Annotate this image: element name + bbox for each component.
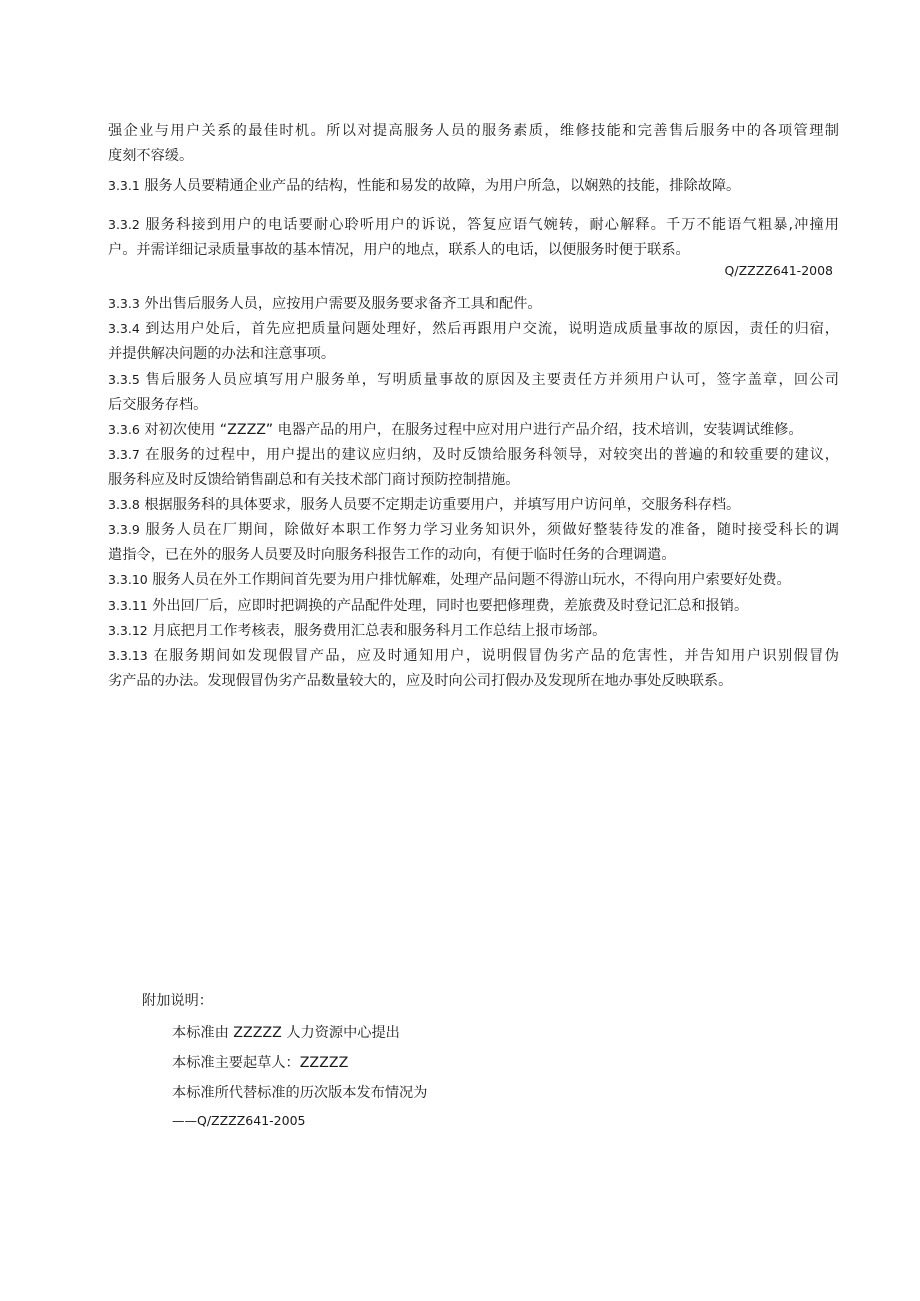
clause-3-3-6 — [108, 420, 803, 440]
clause-text: 月底把月工作考核表，服务费用汇总表和服务科月工作总结上报市场部。 — [152, 623, 607, 639]
clause-3-3-1 — [108, 176, 740, 196]
clause-text: 售后服务人员应填写用户服务单，写明质量事故的原因及主要责任方并须用户认可，签字盖章，回公司 — [145, 372, 839, 388]
clause-number: 3.3.3 — [108, 296, 140, 311]
clause-3-3-13 — [108, 646, 839, 666]
clause-number: 3.3.2 — [108, 217, 140, 232]
clause-text: 服务人员要精通企业产品的结构，性能和易发的故障，为用户所急，以娴熟的技能，排除故障。 — [144, 178, 741, 194]
clause-3-3-2 — [108, 215, 839, 235]
notes-proposer: 本标准由 ZZZZZ 人力资源中心提出 — [172, 1025, 400, 1041]
intro-line-1: 强企业与用户关系的最佳时机。所以对提高服务人员的服务素质，维修技能和完善售后服务中的各项管理制 — [108, 123, 839, 139]
clause-number: 3.3.6 — [108, 422, 140, 437]
clause-text: 外出售后服务人员，应按用户需要及服务要求备齐工具和配件。 — [144, 296, 542, 312]
document-code: Q/ZZZZ641-2008 — [724, 263, 833, 278]
clause-text: 服务人员在外工作期间首先要为用户排忧解难，处理产品问题不得游山玩水，不得向用户索要好处费。 — [152, 572, 791, 588]
intro-line-2: 度刻不容缓。 — [108, 148, 194, 164]
clause-3-3-2-cont: 户。并需详细记录质量事故的基本情况，用户的地点，联系人的电话，以便服务时便于联系。 — [108, 242, 690, 258]
clause-number: 3.3.12 — [108, 623, 148, 638]
clause-text: 服务人员在厂期间，除做好本职工作努力学习业务知识外，须做好整装待发的准备，随时接受科长的调 — [145, 522, 839, 538]
clause-number: 3.3.1 — [108, 178, 140, 193]
notes-drafter: 本标准主要起草人：ZZZZZ — [172, 1055, 349, 1071]
clause-3-3-13-cont: 劣产品的办法。发现假冒伪劣产品数量较大的，应及时向公司打假办及发现所在地办事处反映联系。 — [108, 673, 733, 689]
clause-3-3-7-cont: 服务科应及时反馈给销售副总和有关技术部门商讨预防控制措施。 — [108, 472, 520, 488]
clause-number: 3.3.8 — [108, 497, 140, 512]
clause-3-3-9 — [108, 520, 839, 540]
clause-number: 3.3.11 — [108, 598, 148, 613]
clause-text: 对初次使用 “ZZZZ” 电器产品的用户，在服务过程中应对用户进行产品介绍，技术培训，安装调试维修。 — [144, 422, 803, 438]
clause-text: 在服务的过程中，用户提出的建议应归纳，及时反馈给服务科领导，对较突出的普遍的和较重要的建议， — [145, 447, 839, 463]
clause-3-3-4 — [108, 319, 839, 339]
clause-3-3-4-cont: 并提供解决问题的办法和注意事项。 — [108, 346, 336, 362]
notes-history: 本标准所代替标准的历次版本发布情况为 — [172, 1085, 428, 1101]
clause-3-3-8 — [108, 495, 740, 515]
clause-3-3-3 — [108, 294, 542, 314]
clause-number: 3.3.9 — [108, 522, 140, 537]
clause-text: 服务科接到用户的电话要耐心聆听用户的诉说，答复应语气婉转，耐心解释。千万不能语气粗暴,冲撞用 — [145, 217, 839, 233]
clause-text: 根据服务科的具体要求，服务人员要不定期走访重要用户，并填写用户访问单，交服务科存档。 — [144, 497, 741, 513]
clause-text: 到达用户处后，首先应把质量问题处理好，然后再跟用户交流，说明造成质量事故的原因，责任的归宿， — [145, 321, 839, 337]
clause-number: 3.3.7 — [108, 447, 140, 462]
clause-text: 在服务期间如发现假冒产品，应及时通知用户，说明假冒伪劣产品的危害性，并告知用户识别假冒伪 — [153, 648, 839, 664]
clause-number: 3.3.13 — [108, 648, 148, 663]
clause-3-3-10 — [108, 570, 791, 590]
notes-previous-version: ——Q/ZZZZ641-2005 — [172, 1113, 306, 1128]
clause-3-3-5-cont: 后交服务存档。 — [108, 397, 208, 413]
clause-3-3-11 — [108, 596, 748, 616]
clause-3-3-7 — [108, 445, 839, 465]
clause-number: 3.3.5 — [108, 372, 140, 387]
clause-3-3-12 — [108, 621, 606, 641]
clause-text: 外出回厂后，应即时把调换的产品配件处理，同时也要把修理费，差旅费及时登记汇总和报销。 — [152, 598, 749, 614]
clause-number: 3.3.4 — [108, 321, 140, 336]
notes-heading: 附加说明： — [142, 993, 213, 1009]
clause-3-3-5 — [108, 370, 839, 390]
clause-number: 3.3.10 — [108, 572, 148, 587]
clause-3-3-9-cont: 遣指令，已在外的服务人员要及时向服务科报告工作的动向，有便于临时任务的合理调遣。 — [108, 547, 676, 563]
